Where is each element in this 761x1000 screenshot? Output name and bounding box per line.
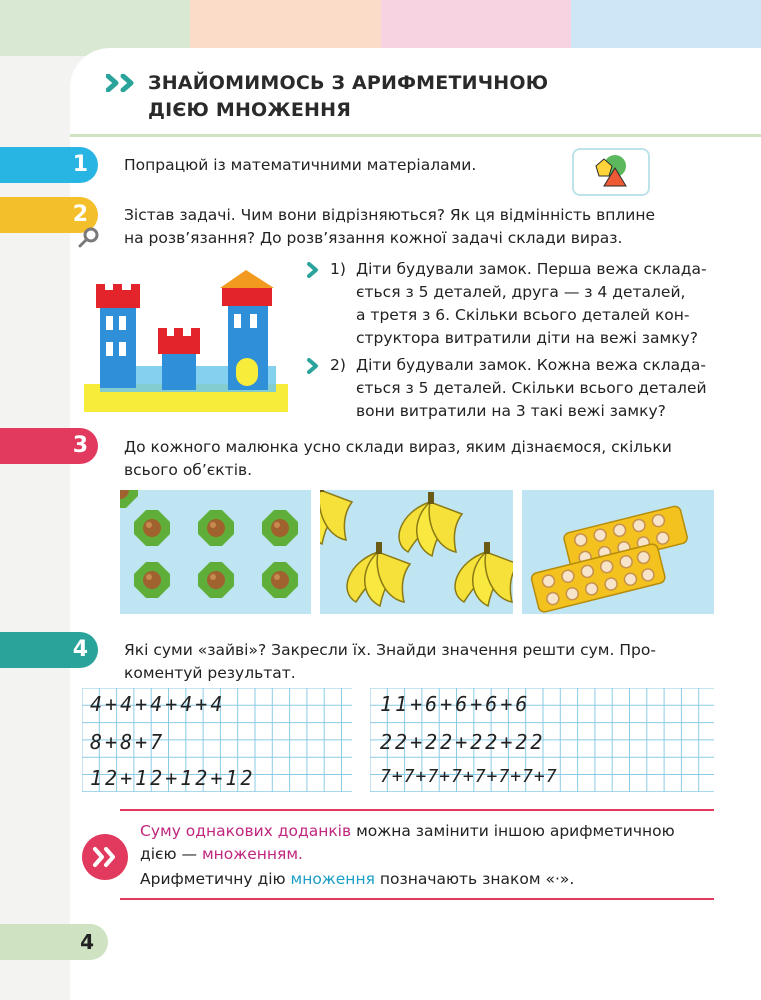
math-materials-icon[interactable] [572, 148, 650, 196]
task-3-text: До кожного малюнка усно склади вираз, яким дізнаємося, скільки всього об’єктів. [124, 438, 672, 479]
title-line-2: ДІЄЮ МНОЖЕННЯ [148, 99, 352, 121]
bananas-picture [320, 490, 513, 614]
sum-right-1[interactable]: 11+6+6+6+6 [380, 692, 531, 716]
sum-left-3[interactable]: 12+12+12+12 [90, 766, 256, 790]
hazelnuts-picture [120, 490, 311, 614]
magnifier-icon [78, 226, 100, 252]
rule-top-line [120, 809, 714, 811]
chevron-right-icon [306, 358, 320, 381]
chevron-right-icon [306, 262, 320, 285]
task-1-text: Попрацюй із математичними матеріалами. [124, 156, 477, 174]
pill-blisters-picture [522, 490, 714, 614]
rule-text: Суму однакових доданків можна замінити іншою арифметичною дією — множенням. Арифметичну дію множення позначають знаком «·». [140, 822, 675, 888]
task-2-number: 2 [0, 197, 98, 233]
task-2-text: Зістав задачі. Чим вони відрізняються? Як ця відмінність вплине на розв’язання? До розв’язання кожної задачі склади вираз. [124, 206, 656, 247]
rule-bottom-line [120, 898, 714, 900]
castle-illustration [84, 266, 288, 412]
page-number: 4 [0, 924, 108, 960]
task-3-number: 3 [0, 428, 98, 464]
double-chevron-icon [106, 74, 140, 92]
page-title [148, 70, 548, 124]
sum-left-1[interactable]: 4+4+4+4+4 [90, 692, 226, 716]
double-chevron-icon [82, 834, 128, 880]
sum-right-3[interactable]: 7+7+7+7+7+7+7+7 [380, 766, 558, 787]
task-1-number: 1 [0, 147, 98, 183]
title-divider [70, 134, 761, 137]
title-line-1: ЗНАЙОМИМОСЬ З АРИФМЕТИЧНОЮ [148, 72, 549, 94]
task-4-number: 4 [0, 632, 98, 668]
sum-right-2[interactable]: 22+22+22+22 [380, 730, 546, 754]
task-4-text: Які суми «зайві»? Закресли їх. Знайди значення решти сум. Про- коментуй результат. [124, 641, 656, 682]
sum-left-2[interactable]: 8+8+7 [90, 730, 166, 754]
rule-badge [82, 834, 128, 880]
